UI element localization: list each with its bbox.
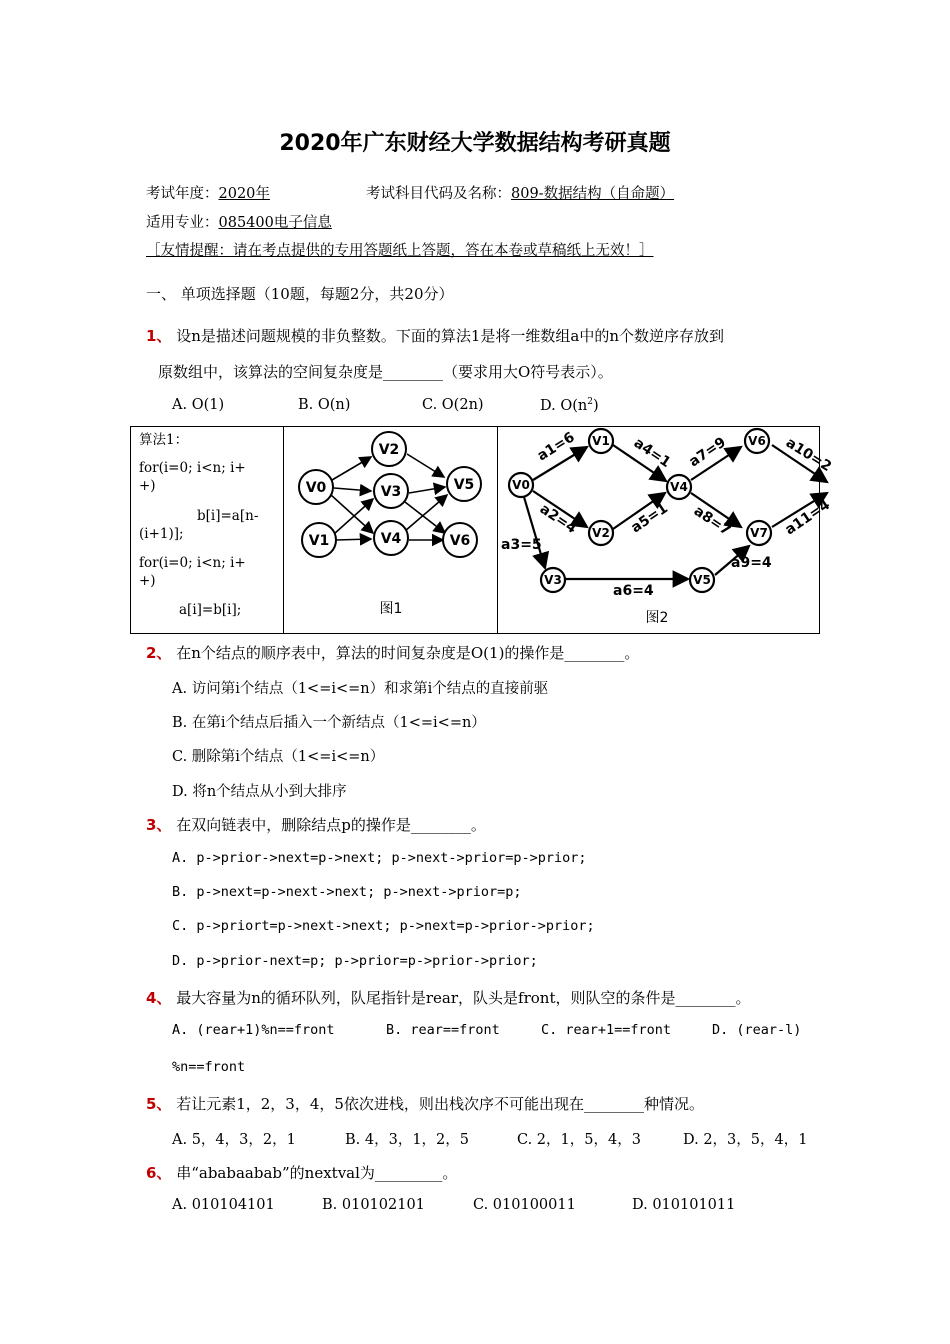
option-a: A. 010104101 <box>172 1197 275 1213</box>
option-c: C. p->priort=p->next->next; p->next=p->prior->prior; <box>172 918 595 934</box>
edge-v4-v5 <box>405 495 447 531</box>
node-v6: V6 <box>748 434 766 448</box>
node-v1: V1 <box>308 533 330 549</box>
edge-label-a7: a7=9 <box>686 434 729 471</box>
edge-label-a6: a6=4 <box>613 583 654 599</box>
option-d: D. 010101011 <box>632 1197 736 1213</box>
option-c: C. rear+1==front <box>541 1022 672 1038</box>
edge-v1-v4 <box>336 539 371 540</box>
figure1-cell <box>283 427 498 633</box>
edge-v3-v6 <box>405 502 445 533</box>
exam-year <box>146 182 270 203</box>
option-a: A. O(1) <box>172 397 225 413</box>
option-c: C. 010100011 <box>473 1197 576 1213</box>
question-2 <box>146 642 639 663</box>
option-d: D. 将n个结点从小到大排序 <box>172 784 347 800</box>
edge-v2-v5 <box>407 454 444 477</box>
edge-label-a3: a3=5 <box>501 537 542 553</box>
node-v6: V6 <box>449 533 471 549</box>
question-text: 若让元素1，2，3，4，5依次进栈，则出栈次序不可能出现在________种情况。 <box>176 1095 704 1113</box>
page-title: 2020年广东财经大学数据结构考研真题 <box>279 131 671 156</box>
exam-subject <box>366 182 674 203</box>
question-text: 设n是描述问题规模的非负整数。下面的算法1是将一维数组a中的n个数逆序存放到 <box>176 327 725 345</box>
exam-year-value: 2020年 <box>218 186 270 202</box>
option-b: B. rear==front <box>386 1022 500 1038</box>
edge-v0-v2 <box>332 457 371 480</box>
edge-v3-v5 <box>409 487 445 493</box>
edge-label-a9: a9=4 <box>731 555 772 571</box>
option-a: A. 5，4，3，2，1 <box>172 1132 296 1148</box>
question-1 <box>146 325 724 346</box>
option-c: C. 2，1，5，4，3 <box>517 1132 641 1148</box>
code-line: b[i]=a[n- <box>197 508 259 524</box>
node-v5: V5 <box>453 477 475 493</box>
question-3 <box>146 814 486 835</box>
question-number: 5、 <box>146 1095 172 1113</box>
question-number: 2、 <box>146 644 172 662</box>
option-b: B. 010102101 <box>322 1197 425 1213</box>
option-b: B. 4，3，1，2，5 <box>345 1132 470 1148</box>
option-a: A. p->prior->next=p->next; p->next->prior=p->prior; <box>172 850 587 866</box>
code-line: for(i=0; i<n; i+ <box>139 555 246 571</box>
edge-label-a8: a8=7 <box>690 503 734 540</box>
edge-label-a11: a11=4 <box>782 496 834 539</box>
option-c: C. 删除第i个结点（1<=i<=n） <box>172 749 385 765</box>
node-v0: V0 <box>305 480 327 496</box>
option-a: A. (rear+1)%n==front <box>172 1022 335 1038</box>
option-b: B. O(n) <box>298 397 351 413</box>
code-line: +) <box>139 573 156 589</box>
algorithm-title: 算法1： <box>139 432 189 448</box>
option-d-continued: %n==front <box>172 1059 246 1075</box>
node-v3: V3 <box>544 573 562 587</box>
edge-label-a10: a10=2 <box>782 434 835 476</box>
exam-major-label: 适用专业： <box>146 215 219 231</box>
exam-major-value: 085400电子信息 <box>218 215 332 231</box>
figure-table <box>130 426 835 634</box>
question-5 <box>146 1093 704 1114</box>
option-a: A. 访问第i个结点（1<=i<=n）和求第i个结点的直接前驱 <box>172 681 549 697</box>
option-d: D. $O(n^2)$ <box>540 397 599 414</box>
algorithm-cell <box>131 427 284 633</box>
figure2-caption: 图2 <box>645 610 669 626</box>
node-v2: V2 <box>592 526 610 540</box>
node-v5: V5 <box>693 573 711 587</box>
exam-subject-value: 809-数据结构（自命题） <box>511 186 675 202</box>
node-v3: V3 <box>380 484 402 500</box>
question-number: 1、 <box>146 327 172 345</box>
node-v4: V4 <box>380 531 402 547</box>
option-b: B. 在第i个结点后插入一个新结点（1<=i<=n） <box>172 715 486 731</box>
code-line: a[i]=b[i]; <box>179 602 242 618</box>
figure1-graph <box>283 427 497 633</box>
node-v7: V7 <box>750 526 768 540</box>
figure1-caption: 图1 <box>379 601 403 617</box>
code-line: (i+1)]; <box>139 526 184 542</box>
option-d: D. p->prior-next=p; p->prior=p->prior->prior; <box>172 953 538 969</box>
edge-v0-v3 <box>334 488 371 491</box>
option-c: C. O(2n) <box>422 397 484 413</box>
exam-year-label: 考试年度： <box>146 186 219 202</box>
question-number: 4、 <box>146 989 172 1007</box>
option-b: B. p->next=p->next->next; p->next->prior=p; <box>172 884 522 900</box>
edge-label-a1: a1=6 <box>534 429 578 465</box>
question-text: 最大容量为n的循环队列，队尾指针是rear，队头是front，则队空的条件是________。 <box>176 989 751 1007</box>
node-v2: V2 <box>378 442 400 458</box>
question-1-line2: 原数组中，该算法的空间复杂度是________（要求用大O符号表示）。 <box>158 363 613 381</box>
code-line: for(i=0; i<n; i+ <box>139 460 246 476</box>
figure2-graph <box>497 427 835 633</box>
edge-label-a2: a2=4 <box>536 501 580 538</box>
section-heading: 一、 单项选择题（10题，每题2分，共20分） <box>146 285 454 303</box>
edge-v0-v4 <box>331 495 373 533</box>
exam-notice: ［友情提醒：请在考点提供的专用答题纸上答题，答在本卷或草稿纸上无效！］ <box>146 243 654 259</box>
node-v4: V4 <box>670 480 688 494</box>
question-6 <box>146 1162 457 1183</box>
node-v1: V1 <box>592 434 610 448</box>
exam-subject-label: 考试科目代码及名称： <box>366 186 511 202</box>
edge-label-a4: a4=1 <box>630 435 674 472</box>
figure2-cell <box>497 427 835 633</box>
question-number: 3、 <box>146 816 172 834</box>
exam-major <box>146 211 332 232</box>
question-text: 串“ababaabab”的nextval为_________。 <box>176 1164 458 1182</box>
question-text: 在双向链表中，删除结点p的操作是________。 <box>176 816 486 834</box>
question-text: 在n个结点的顺序表中，算法的时间复杂度是O(1)的操作是________。 <box>176 644 640 662</box>
code-line: +) <box>139 478 156 494</box>
question-number: 6、 <box>146 1164 172 1182</box>
edge-label-a5: a5=1 <box>628 500 671 537</box>
node-v0: V0 <box>512 478 530 492</box>
question-4 <box>146 987 751 1008</box>
option-d: D. (rear-l) <box>712 1022 802 1038</box>
option-d: D. 2，3，5，4，1 <box>683 1132 808 1148</box>
